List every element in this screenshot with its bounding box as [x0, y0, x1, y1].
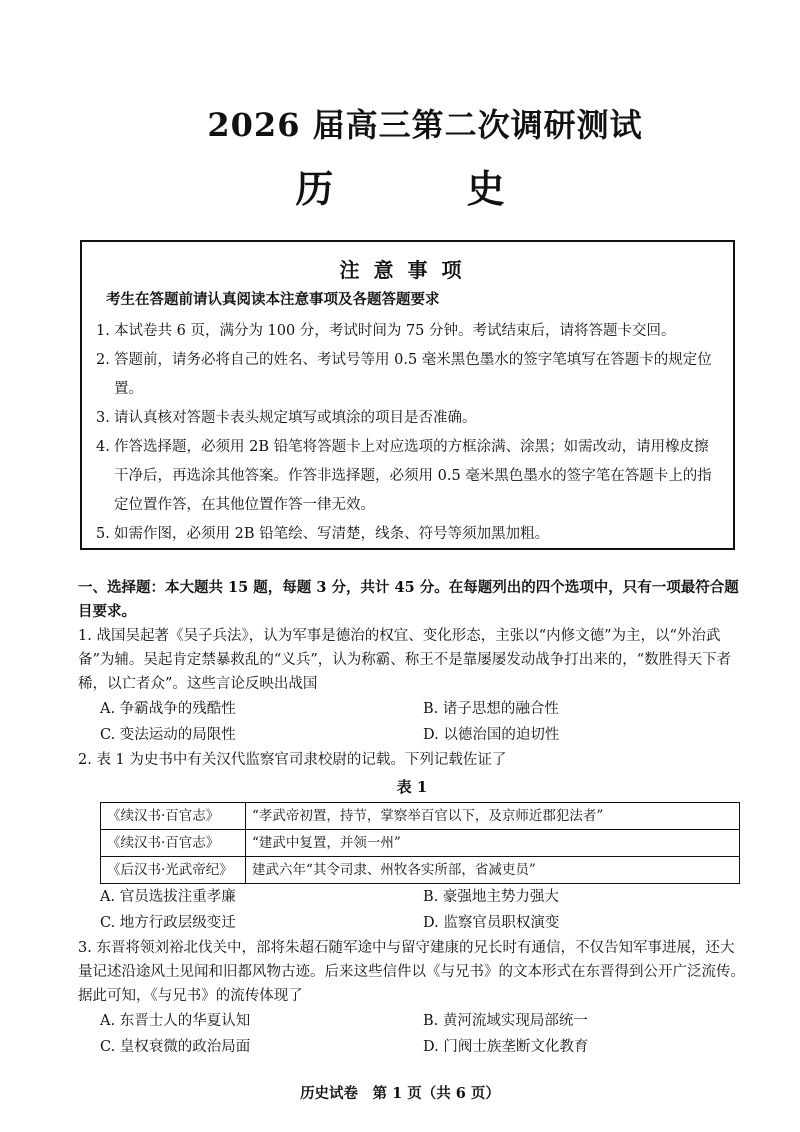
options-grid [78, 1008, 746, 1060]
option-b: B. 豪强地主势力强大 [423, 889, 559, 905]
notice-item-number: 4. [96, 439, 110, 455]
option-a: A. 官员选拔注重孝廉 [100, 889, 236, 905]
question-stem: 1. 战国吴起著《吴子兵法》，认为军事是德治的权宜、变化形态，主张以“内修文德”为主，以“外治武备”为辅。吴起肯定禁暴救乱的“义兵”，认为称霸、称王不是靠屡屡发动战争打出来的，“数胜得天下者稀，以亡者众”。这些言论反映出战国 [78, 628, 732, 692]
records-table [100, 802, 740, 884]
notice-item-text: 如需作图，必须用 2B 铅笔绘、写清楚，线条、符号等须加黑加粗。 [114, 526, 550, 542]
subject-title: 历 史 [295, 166, 565, 211]
notice-item [96, 346, 719, 404]
table-cell-source: 《续汉书·百官志》 [101, 830, 246, 857]
table-cell-source: 《后汉书·光武帝纪》 [101, 857, 246, 884]
table-row [101, 857, 740, 884]
question-stem: 3. 东晋将领刘裕北伐关中，部将朱超石随军途中与留守建康的兄长时有通信，不仅告知军事进展，还大量记述沿途风土见闻和旧都风物古迹。后来这些信件以《与兄书》的文本形式在东晋得到公开广泛流传。据此可知，《与兄书》的流传体现了 [78, 940, 745, 1004]
option-b: B. 黄河流域实现局部统一 [423, 1013, 588, 1029]
table-row [101, 803, 740, 830]
option-a: A. 东晋士人的华夏认知 [100, 1013, 251, 1029]
question-2 [78, 748, 746, 936]
notice-item [96, 317, 719, 346]
option-d: D. 以德治国的迫切性 [423, 727, 560, 743]
notice-item-text: 本试卷共 6 页，满分为 100 分，考试时间为 75 分钟。考试结束后，请将答题卡交回。 [114, 323, 676, 339]
notice-item-text: 答题前，请务必将自己的姓名、考试号等用 0.5 毫米黑色墨水的签字笔填写在答题卡的规定位置。 [114, 352, 712, 397]
exam-title: 2026 届高三第二次调研测试 [207, 106, 643, 144]
notice-item-text: 作答选择题，必须用 2B 铅笔将答题卡上对应选项的方框涂满、涂黑；如需改动，请用橡皮擦干净后，再选涂其他答案。作答非选择题，必须用 0.5 毫米黑色墨水的签字笔在答题卡上的指定位置作答，在其他位置作答一律无效。 [114, 439, 712, 513]
notice-item-number: 2. [96, 352, 110, 368]
option-c: C. 变法运动的局限性 [100, 727, 236, 743]
notice-item-number: 3. [96, 410, 110, 426]
notice-title: 注意事项 [339, 258, 476, 282]
page-footer: 历史试卷 第 1 页（共 6 页） [300, 1085, 500, 1102]
table-caption: 表 1 [396, 778, 428, 796]
notice-item-number: 1. [96, 323, 110, 339]
option-d: D. 门阀士族垄断文化教育 [423, 1039, 589, 1055]
table-cell-source: 《续汉书·百官志》 [101, 803, 246, 830]
notice-item [96, 404, 719, 433]
option-a: A. 争霸战争的残酷性 [100, 701, 236, 717]
options-grid [78, 696, 746, 748]
notice-item [96, 520, 719, 549]
notice-box [80, 240, 735, 550]
option-b: B. 诸子思想的融合性 [423, 701, 559, 717]
table-cell-content: “建武中复置，并领一州” [246, 830, 740, 857]
options-grid [78, 884, 746, 936]
notice-subtitle: 考生在答题前请认真阅读本注意事项及各题答题要求 [106, 291, 440, 308]
option-c: C. 地方行政层级变迁 [100, 915, 236, 931]
table-row [101, 830, 740, 857]
question-3 [78, 936, 746, 1060]
section-heading: 一、选择题：本大题共 15 题，每题 3 分，共计 45 分。在每题列出的四个选项中，只有一项最符合题目要求。 [78, 579, 739, 620]
table-cell-content: 建武六年“其令司隶、州牧各实所部，省减吏员” [246, 857, 740, 884]
notice-item-number: 5. [96, 526, 110, 542]
notice-item [96, 433, 719, 520]
option-c: C. 皇权衰微的政治局面 [100, 1039, 251, 1055]
option-d: D. 监察官员职权演变 [423, 915, 560, 931]
questions-area [78, 576, 746, 1060]
question-stem: 2. 表 1 为史书中有关汉代监察官司隶校尉的记载。下列记载佐证了 [78, 752, 507, 768]
question-1 [78, 624, 746, 748]
table-cell-content: “孝武帝初置，持节，掌察举百官以下，及京师近郡犯法者” [246, 803, 740, 830]
notice-item-text: 请认真核对答题卡表头规定填写或填涂的项目是否准确。 [114, 410, 477, 426]
